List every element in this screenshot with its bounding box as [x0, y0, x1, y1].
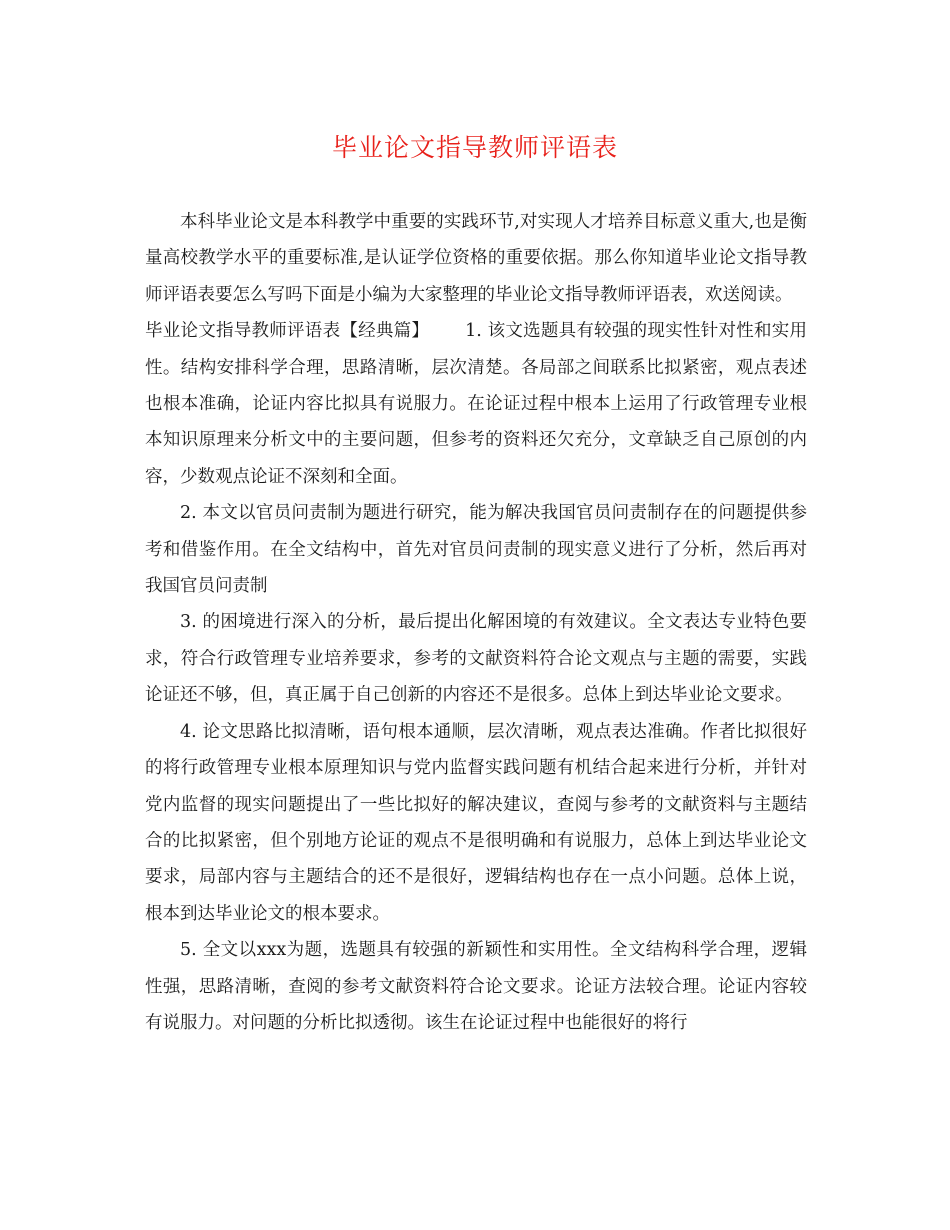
- item-3-paragraph: 3. 的困境进行深入的分析，最后提出化解困境的有效建议。全文表达专业特色要求，符合行政管理专业培养要求，参考的文献资料符合论文观点与主题的需要，实践论证还不够，但，真正属于自己创新的内容还不是很多。总体上到达毕业论文要求。: [145, 612, 807, 706]
- item-5-paragraph: 5. 全文以xxx为题，选题具有较强的新颖性和实用性。全文结构科学合理，逻辑性强，思路清晰，查阅的参考文献资料符合论文要求。论证方法较合理。论证内容较有说服力。对问题的分析比拟透彻。该生在论证过程中也能很好的将行: [145, 940, 807, 1033]
- intro-paragraph: 本科毕业论文是本科教学中重要的实践环节,对实现人才培养目标意义重大,也是衡量高校教学水平的重要标准,是认证学位资格的重要依据。那么你知道毕业论文指导教师评语表要怎么写吗下面是小编为大家整理的毕业论文指导教师评语表，欢送阅读。: [145, 212, 807, 305]
- item-1-text: 1. 该文选题具有较强的现实性针对性和实用性。结构安排科学合理，思路清晰，层次清楚。各局部之间联系比拟紧密，观点表述也根本准确，论证内容比拟具有说服力。在论证过程中根本上运用了行政管理专业根本知识原理来分析文中的主要问题，但参考的资料还欠充分，文章缺乏自己原创的内容，少数观点论证不深刻和全面。: [145, 321, 807, 487]
- section-heading: 毕业论文指导教师评语表【经典篇】: [145, 321, 430, 342]
- first-item-paragraph: [145, 313, 807, 495]
- document-title: 毕业论文指导教师评语表: [331, 133, 618, 162]
- document-body: [145, 204, 807, 1041]
- item-4-paragraph: 4. 论文思路比拟清晰，语句根本通顺，层次清晰，观点表达准确。作者比拟很好的将行政管理专业根本原理知识与党内监督实践问题有机结合起来进行分析，并针对党内监督的现实问题提出了一些比拟好的解决建议，查阅与参考的文献资料与主题结合的比拟紧密，但个别地方论证的观点不是很明确和有说服力，总体上到达毕业论文要求，局部内容与主题结合的还不是很好，逻辑结构也存在一点小问题。总体上说，根本到达毕业论文的根本要求。: [145, 721, 807, 924]
- item-2-paragraph: 2. 本文以官员问责制为题进行研究，能为解决我国官员问责制存在的问题提供参考和借鉴作用。在全文结构中，首先对官员问责制的现实意义进行了分析，然后再对我国官员问责制: [145, 503, 807, 597]
